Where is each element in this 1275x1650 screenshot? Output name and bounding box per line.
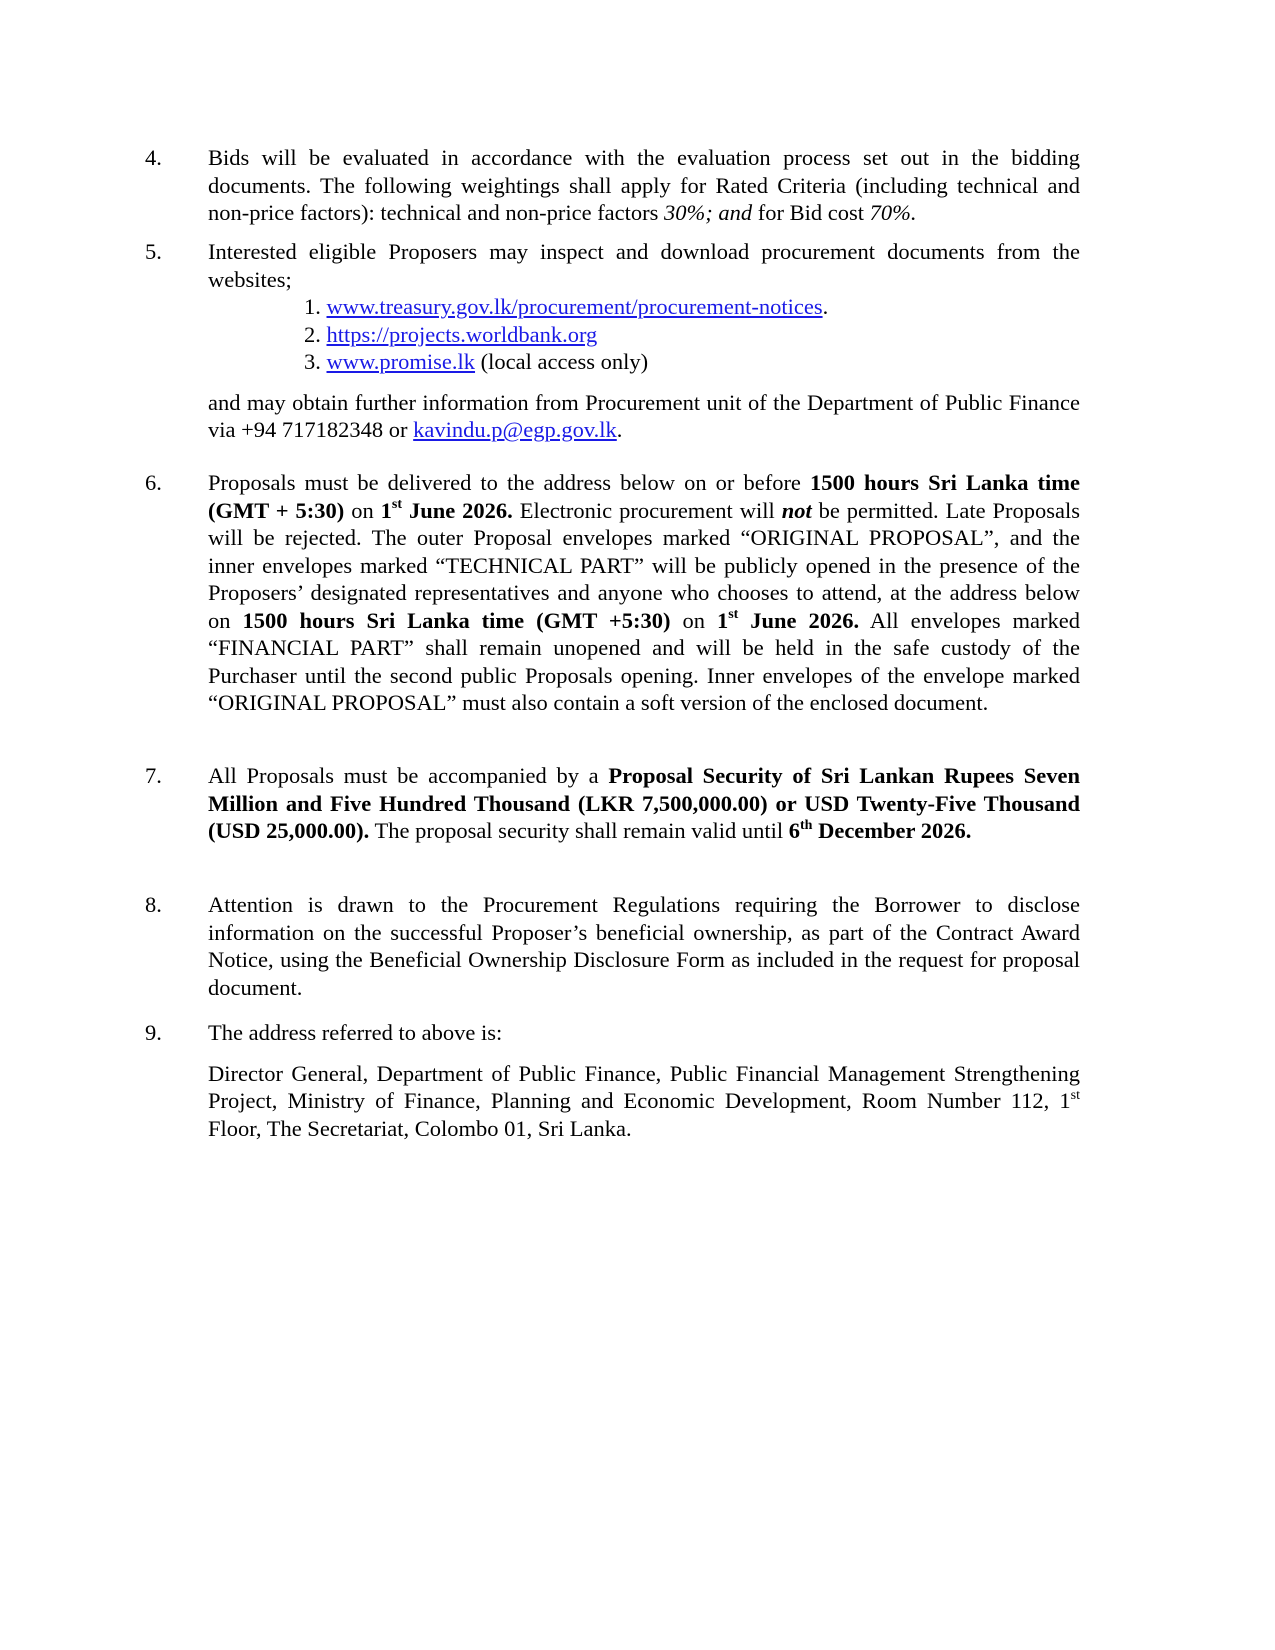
clause-number: 4. — [145, 145, 162, 170]
clause-number: 5. — [145, 239, 162, 264]
treasury-link[interactable]: www.treasury.gov.lk/procurement/procurement-notices — [326, 294, 823, 319]
clause-9 — [145, 1019, 1080, 1142]
clause-text: Bids will be evaluated in accordance with the evaluation process set out in the bidding documents. The following weightings shall apply for Rated Criteria (including technical and non-price factors): technical and non-price factors 30%; and for Bid cost 70%. — [208, 145, 1080, 225]
clause-text: Attention is drawn to the Procurement Regulations requiring the Borrower to disclose information on the successful Proposer’s beneficial ownership, as part of the Contract Award Notice, using the Beneficial Ownership Disclosure Form as included in the request for proposal document. — [208, 892, 1080, 1000]
worldbank-link[interactable]: https://projects.worldbank.org — [326, 321, 598, 347]
website-list — [304, 293, 1080, 376]
clause-4 — [145, 144, 1080, 227]
website-list-item: 2. https://projects.worldbank.org — [304, 321, 598, 347]
clause-number: 9. — [145, 1020, 162, 1045]
clause-5 — [145, 238, 1080, 444]
email-link[interactable]: kavindu.p@egp.gov.lk — [413, 417, 617, 442]
clause-body — [208, 1019, 1080, 1142]
clause-body — [208, 238, 1080, 444]
clause-body — [208, 469, 1080, 717]
clause-number: 8. — [145, 892, 162, 917]
website-list-item: 1. www.treasury.gov.lk/procurement/procurement-notices. — [304, 294, 829, 319]
contact-text: and may obtain further information from Procurement unit of the Department of Public Finance via +94 717182348 or kavindu.p@egp.gov.lk. — [208, 389, 1080, 442]
promise-link[interactable]: www.promise.lk — [326, 349, 476, 374]
clause-8 — [145, 891, 1080, 1001]
clause-body — [208, 762, 1080, 845]
clause-text: Proposals must be delivered to the address below on or before 1500 hours Sri Lanka time (GMT + 5:30) on 1st June 2026. Electronic procurement will not be permitted. Late Proposals will be rejected. The outer Proposal envelopes marked “ORIGINAL PROPOSAL”, and the inner envelopes marked “TECHNICAL PART” will be publicly opened in the presence of the Proposers’ designated representatives and anyone who chooses to attend, at the address below on 1500 hours Sri Lanka time (GMT +5:30) on 1st June 2026. All envelopes marked “FINANCIAL PART” shall remain unopened and will be held in the safe custody of the Purchaser until the second public Proposals opening. Inner envelopes of the envelope marked “ORIGINAL PROPOSAL” must also contain a soft version of the enclosed document. — [208, 470, 1081, 715]
clause-intro: The address referred to above is: — [208, 1020, 503, 1045]
clause-7 — [145, 762, 1080, 845]
clause-6 — [145, 469, 1080, 717]
clause-number: 7. — [145, 763, 162, 788]
address-block: Director General, Department of Public Finance, Public Financial Management Strengthening Project, Ministry of Finance, Planning and Economic Development, Room Number 112, 1st Floor, The Secretariat, Colombo 01, Sri Lanka. — [208, 1060, 1080, 1141]
clause-text: All Proposals must be accompanied by a Proposal Security of Sri Lankan Rupees Seven Million and Five Hundred Thousand (LKR 7,500,000.00) or USD Twenty-Five Thousand (USD 25,000.00). The proposal security shall remain valid until 6th December 2026. — [208, 763, 1080, 843]
clause-intro: Interested eligible Proposers may inspect and download procurement documents from the websites; — [208, 239, 1080, 292]
clause-number: 6. — [145, 470, 162, 495]
website-list-item: 3. www.promise.lk (local access only) — [304, 349, 649, 374]
clause-body — [208, 891, 1080, 1001]
clause-body — [208, 144, 1080, 227]
